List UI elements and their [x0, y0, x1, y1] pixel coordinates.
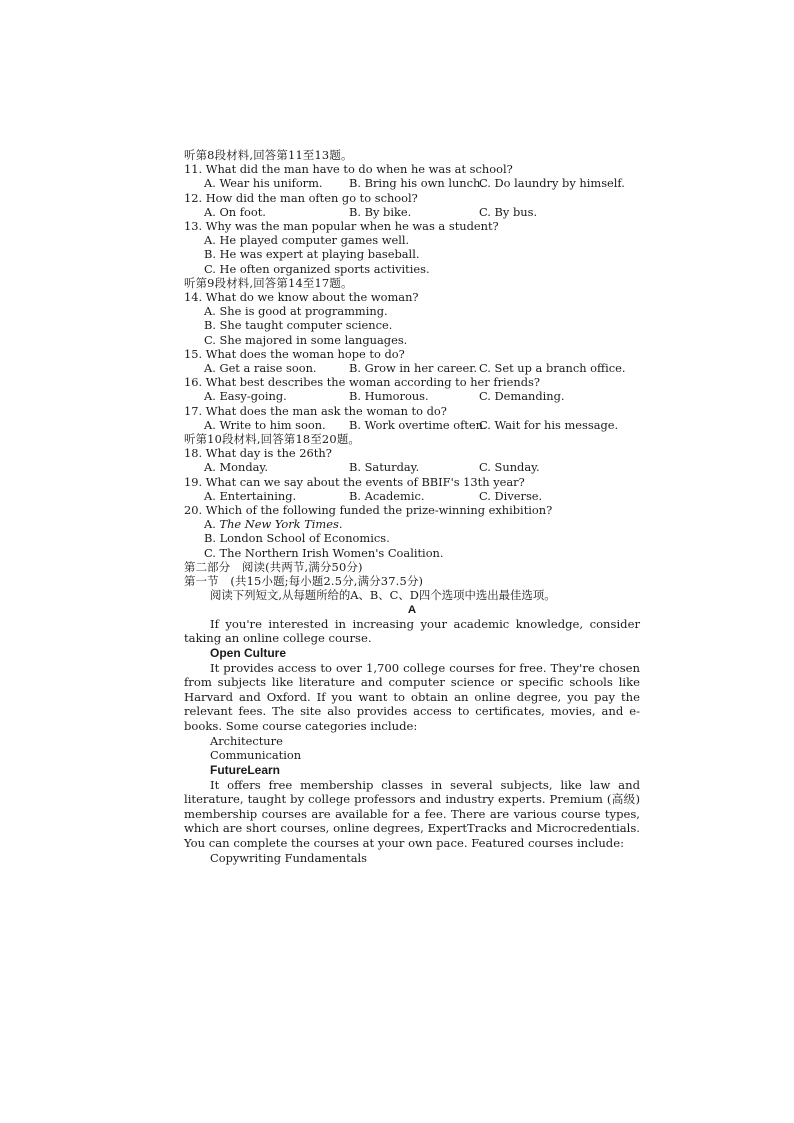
- option-c: C. He often organized sports activities.: [204, 261, 430, 276]
- futurelearn-title: FutureLearn: [210, 762, 281, 777]
- option-c: C. Do laundry by himself.: [479, 176, 625, 191]
- passage-letter: A: [407, 603, 417, 616]
- option-c: C. By bus.: [479, 204, 538, 219]
- option-a: A. He played computer games well.: [204, 233, 410, 248]
- option-b: B. Saturday.: [349, 460, 420, 475]
- question-stem: 18. What day is the 26th?: [184, 446, 332, 461]
- option-a: A. Entertaining.: [204, 488, 297, 503]
- featured-course-item: Copywriting Fundamentals: [210, 850, 367, 865]
- option-c: C. Diverse.: [479, 488, 543, 503]
- question-options: [184, 176, 640, 190]
- question-stem: 11. What did the man have to do when he was at school?: [184, 162, 513, 177]
- section1-heading: 第一节 (共15小题;每小题2.5分,满分37.5分): [184, 574, 424, 589]
- option-b: B. He was expert at playing baseball.: [204, 247, 420, 262]
- exam-content: [184, 148, 640, 865]
- question-options: [184, 205, 640, 219]
- option-b: B. London School of Economics.: [204, 531, 390, 546]
- option-a-title: The New York Times: [219, 517, 339, 532]
- question-options: [184, 389, 640, 403]
- question-15: [184, 347, 640, 375]
- option-a: A. Easy-going.: [204, 389, 287, 404]
- question-18: [184, 446, 640, 474]
- option-c: C. Demanding.: [479, 389, 565, 404]
- question-16: [184, 375, 640, 403]
- option-b: B. Bring his own lunch.: [349, 176, 484, 191]
- option-c: C. The Northern Irish Women's Coalition.: [204, 545, 444, 560]
- question-options: [184, 460, 640, 474]
- open-culture-title: Open Culture: [210, 645, 287, 660]
- option-b: B. Work overtime often.: [349, 417, 487, 432]
- option-a: A. Wear his uniform.: [204, 176, 323, 191]
- option-a: A. Write to him soon.: [204, 417, 326, 432]
- question-12: [184, 191, 640, 219]
- question-stem: 16. What best describes the woman according to her friends?: [184, 375, 540, 390]
- question-stem: 14. What do we know about the woman?: [184, 290, 419, 305]
- question-20: [184, 503, 640, 560]
- option-b: B. Grow in her career.: [349, 361, 478, 376]
- course-category-item: Architecture: [210, 733, 283, 748]
- question-14: [184, 290, 640, 347]
- option-a: A. Get a raise soon.: [204, 361, 317, 376]
- option-b: B. Humorous.: [349, 389, 429, 404]
- option-c: C. She majored in some languages.: [204, 332, 408, 347]
- reading-instruction: 阅读下列短文,从每题所给的A、B、C、D四个选项中选出最佳选项。: [210, 588, 556, 603]
- question-stem: 15. What does the woman hope to do?: [184, 346, 405, 361]
- question-stem: 19. What can we say about the events of BBIF's 13th year?: [184, 474, 525, 489]
- option-c: C. Wait for his message.: [479, 417, 619, 432]
- passage-intro: If you're interested in increasing your academic knowledge, consider taking an online college course.: [184, 616, 640, 646]
- question-stem: 17. What does the man ask the woman to do?: [184, 403, 447, 418]
- section-listen-8: 听第8段材料,回答第11至13题。: [184, 148, 353, 162]
- option-b: B. Academic.: [349, 488, 425, 503]
- question-17: [184, 404, 640, 432]
- question-19: [184, 475, 640, 503]
- question-options: [184, 361, 640, 375]
- option-b: B. She taught computer science.: [204, 318, 393, 333]
- question-stem: 13. Why was the man popular when he was a student?: [184, 219, 499, 234]
- question-13: [184, 219, 640, 276]
- open-culture-body: It provides access to over 1,700 college courses for free. They're chosen from subjects like literature and computer science or specific schools like Harvard and Oxford. If you want to obtain an online degree, you pay the relevant fees. The site also provides access to certificates, movies, and e-books. Some course categories include:: [184, 660, 640, 734]
- question-stem: 12. How did the man often go to school?: [184, 190, 418, 205]
- option-a-suffix: .: [338, 517, 343, 532]
- futurelearn-body: It offers free membership classes in several subjects, like law and literature, taught by college professors and industry experts. Premium (高级) membership courses are available for a fee. There are various course types, which are short courses, online degrees, ExpertTracks and Microcredentials. You can complete the courses at your own pace. Featured courses include:: [184, 777, 640, 851]
- course-category-item: Communication: [210, 748, 302, 763]
- option-a-prefix: A.: [204, 517, 220, 532]
- question-options: [184, 418, 640, 432]
- section-listen-10: 听第10段材料,回答第18至20题。: [184, 432, 361, 447]
- option-c: C. Sunday.: [479, 460, 540, 475]
- option-c: C. Set up a branch office.: [479, 361, 626, 376]
- part2-heading: 第二部分 阅读(共两节,满分50分): [184, 559, 363, 574]
- question-11: [184, 162, 640, 190]
- question-stem: 20. Which of the following funded the prize-winning exhibition?: [184, 503, 553, 518]
- option-a: A. She is good at programming.: [204, 304, 388, 319]
- option-b: B. By bike.: [349, 204, 412, 219]
- question-options: [184, 489, 640, 503]
- option-a: [184, 517, 640, 531]
- option-a: A. Monday.: [204, 460, 268, 475]
- option-a: A. On foot.: [204, 204, 266, 219]
- section-listen-9: 听第9段材料,回答第14至17题。: [184, 275, 353, 290]
